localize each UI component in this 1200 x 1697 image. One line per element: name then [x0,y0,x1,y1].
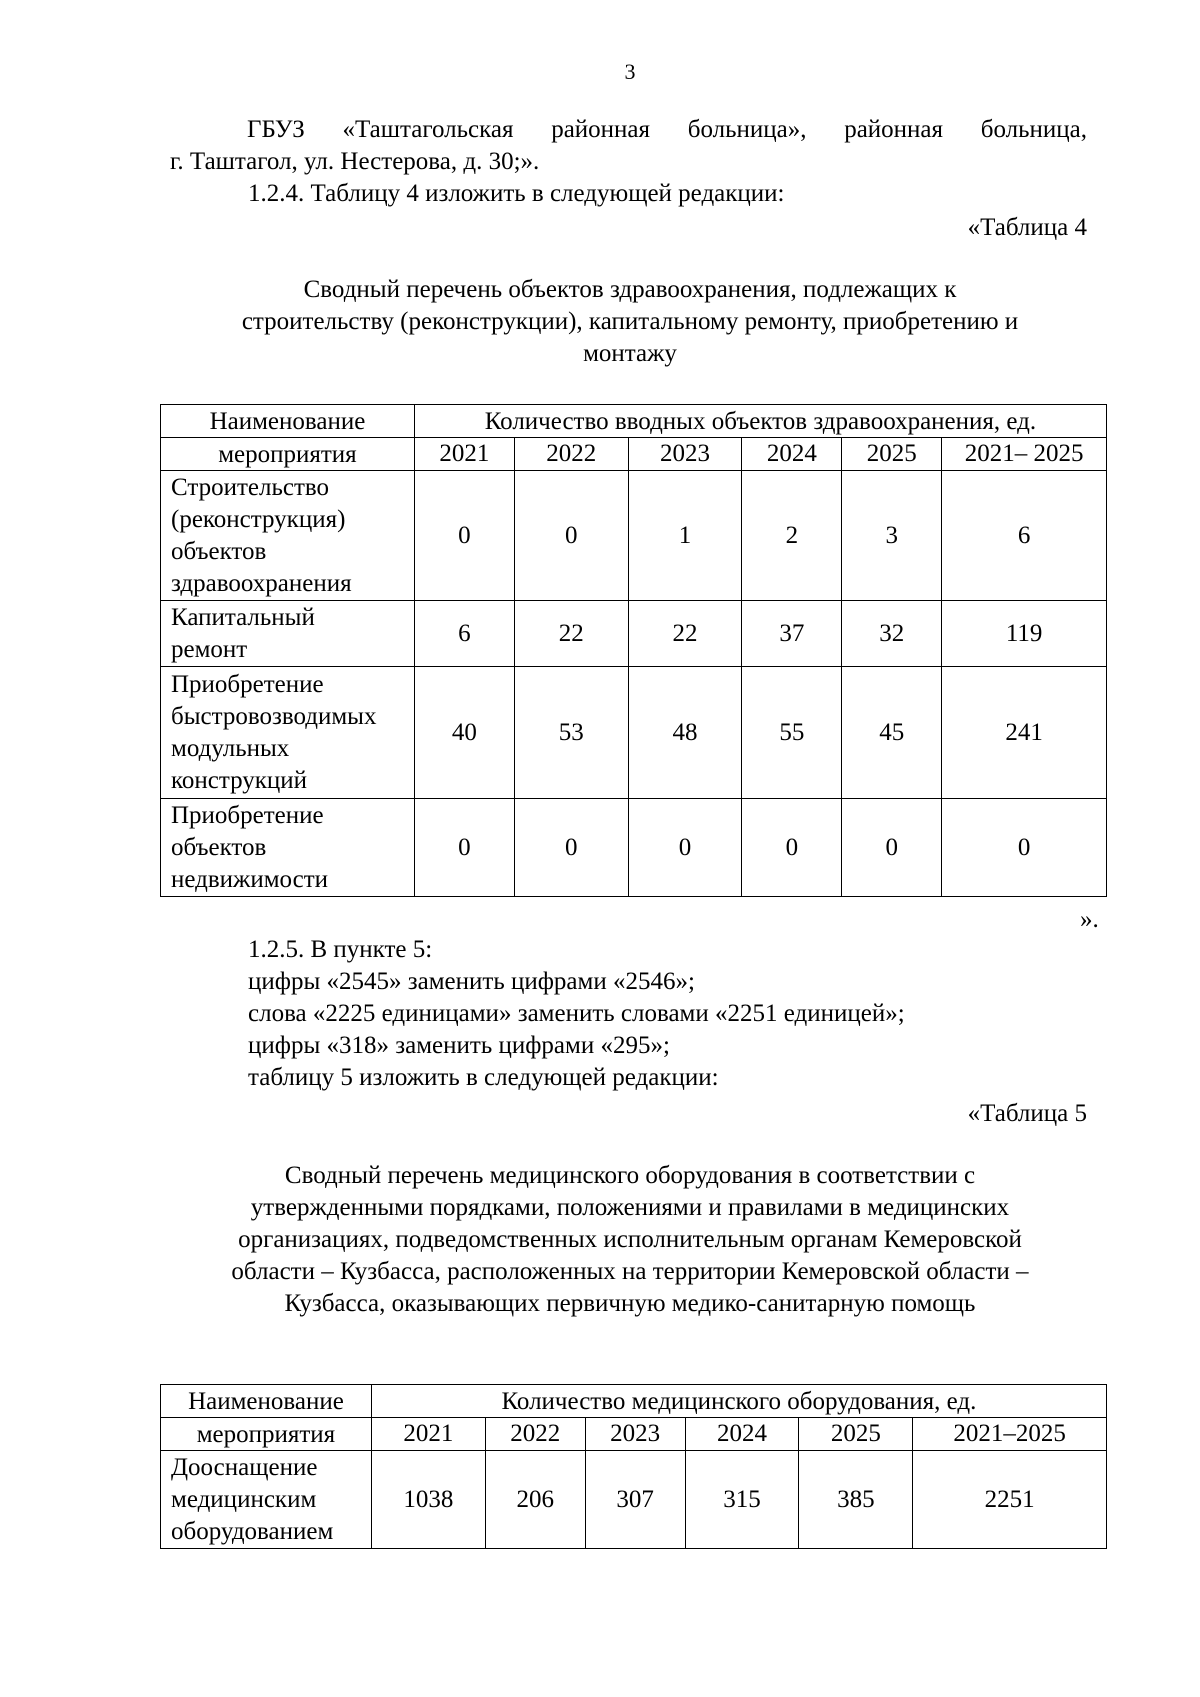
row-name [161,601,415,667]
table4-name-header-1: Наименование [161,405,415,438]
row-name-line: объектов [171,833,267,861]
table5-heading-line-5: Кузбасса, оказывающих первичную медико-санитарную помощь [284,1290,976,1317]
table-row [161,1451,1107,1549]
row-name-line: (реконструкция) [171,505,346,533]
table5-heading-line-3: организациях, подведомственных исполнительным органам Кемеровской [238,1226,1022,1253]
item-1-2-4: 1.2.4. Таблицу 4 изложить в следующей редакции: [248,180,785,207]
row-name-line: медицинским [171,1485,317,1513]
row-name [161,471,415,601]
item-1-2-5-line-5: таблицу 5 изложить в следующей редакции: [248,1064,719,1091]
row-name [161,667,415,799]
table-cell: 0 [514,471,628,601]
table-cell: 22 [514,601,628,667]
table4-year-header: 2023 [628,438,742,471]
table4-heading-line-1: Сводный перечень объектов здравоохранения, подлежащих к [303,276,957,303]
row-name-line: недвижимости [171,865,329,893]
table4-year-header: 2022 [514,438,628,471]
table-cell: 0 [942,799,1107,897]
table4-year-header: 2024 [742,438,842,471]
item-1-2-5-line-3: слова «2225 единицами» заменить словами «2251 единицей»; [248,1000,905,1027]
table5-heading-line-2: утвержденными порядками, положениями и правилами в медицинских [250,1194,1010,1221]
table5-heading [150,1160,1110,1320]
table-cell: 6 [942,471,1107,601]
intro-line-2: г. Таштагол, ул. Нестерова, д. 30;». [170,148,540,175]
table5-year-header: 2021–2025 [913,1418,1107,1451]
table4-year-header: 2025 [842,438,942,471]
row-name-line: быстровозводимых [171,702,377,730]
table-cell: 0 [628,799,742,897]
table5-year-header: 2025 [799,1418,913,1451]
table-cell: 385 [799,1451,913,1549]
intro-line-1: ГБУЗ «Таштагольская районная больница», районная больница, [247,116,1087,143]
row-name-line: Приобретение [171,801,324,829]
table-cell: 0 [414,799,514,897]
table-row [161,667,1107,799]
table5-heading-line-1: Сводный перечень медицинского оборудования в соответствии с [284,1162,976,1189]
table4-close-quote: ». [1080,906,1099,933]
table-cell: 6 [414,601,514,667]
row-name-line: ремонт [171,635,248,663]
row-name-line: Капитальный [171,603,315,631]
table5-year-header: 2023 [585,1418,685,1451]
table4-heading-line-2: строительству (реконструкции), капитальному ремонту, приобретению и [241,308,1019,335]
table-cell: 3 [842,471,942,601]
item-1-2-5-line-4: цифры «318» заменить цифрами «295»; [248,1032,670,1059]
item-1-2-5: 1.2.5. В пункте 5: [248,936,433,963]
table5-year-header: 2024 [685,1418,799,1451]
table-cell: 2251 [913,1451,1107,1549]
table4-heading [150,274,1110,370]
table-row [161,601,1107,667]
table5-group-header: Количество медицинского оборудования, ед. [371,1385,1106,1418]
table-5 [160,1384,1107,1549]
table5-name-header-2: мероприятия [161,1418,372,1451]
table5-year-header: 2022 [485,1418,585,1451]
table-cell: 0 [842,799,942,897]
page-number: 3 [624,59,636,84]
row-name-line: Строительство [171,473,330,501]
table-cell: 0 [742,799,842,897]
row-name-line: модульных [171,734,290,762]
row-name-line: Дооснащение [171,1453,318,1481]
table5-caption: «Таблица 5 [967,1100,1087,1127]
table-cell: 48 [628,667,742,799]
row-name-line: здравоохранения [171,569,352,597]
table-cell: 1 [628,471,742,601]
row-name-line: Приобретение [171,670,324,698]
table5-name-header-1: Наименование [161,1385,372,1418]
table-cell: 315 [685,1451,799,1549]
table-row [161,471,1107,601]
table-cell: 55 [742,667,842,799]
table-cell: 2 [742,471,842,601]
table-cell: 241 [942,667,1107,799]
row-name-line: оборудованием [171,1517,334,1545]
table-cell: 32 [842,601,942,667]
table-cell: 40 [414,667,514,799]
table4-group-header: Количество вводных объектов здравоохранения, ед. [414,405,1106,438]
table5-year-header: 2021 [371,1418,485,1451]
table-cell: 307 [585,1451,685,1549]
row-name-line: объектов [171,537,267,565]
table-cell: 119 [942,601,1107,667]
table4-year-header: 2021– 2025 [942,438,1107,471]
table-cell: 53 [514,667,628,799]
table4-heading-line-3: монтажу [583,340,677,367]
table-row [161,799,1107,897]
table-cell: 22 [628,601,742,667]
table-cell: 0 [414,471,514,601]
table-cell: 45 [842,667,942,799]
table4-year-header: 2021 [414,438,514,471]
table4-name-header-2: мероприятия [161,438,415,471]
row-name [161,799,415,897]
table-4 [160,404,1107,897]
table-cell: 1038 [371,1451,485,1549]
intro-paragraph [170,114,1087,146]
row-name [161,1451,372,1549]
table5-heading-line-4: области – Кузбасса, расположенных на территории Кемеровской области – [231,1258,1029,1285]
row-name-line: конструкций [171,766,308,794]
item-1-2-5-line-2: цифры «2545» заменить цифрами «2546»; [248,968,695,995]
table4-caption: «Таблица 4 [967,214,1087,241]
table-cell: 37 [742,601,842,667]
table-cell: 206 [485,1451,585,1549]
table-cell: 0 [514,799,628,897]
